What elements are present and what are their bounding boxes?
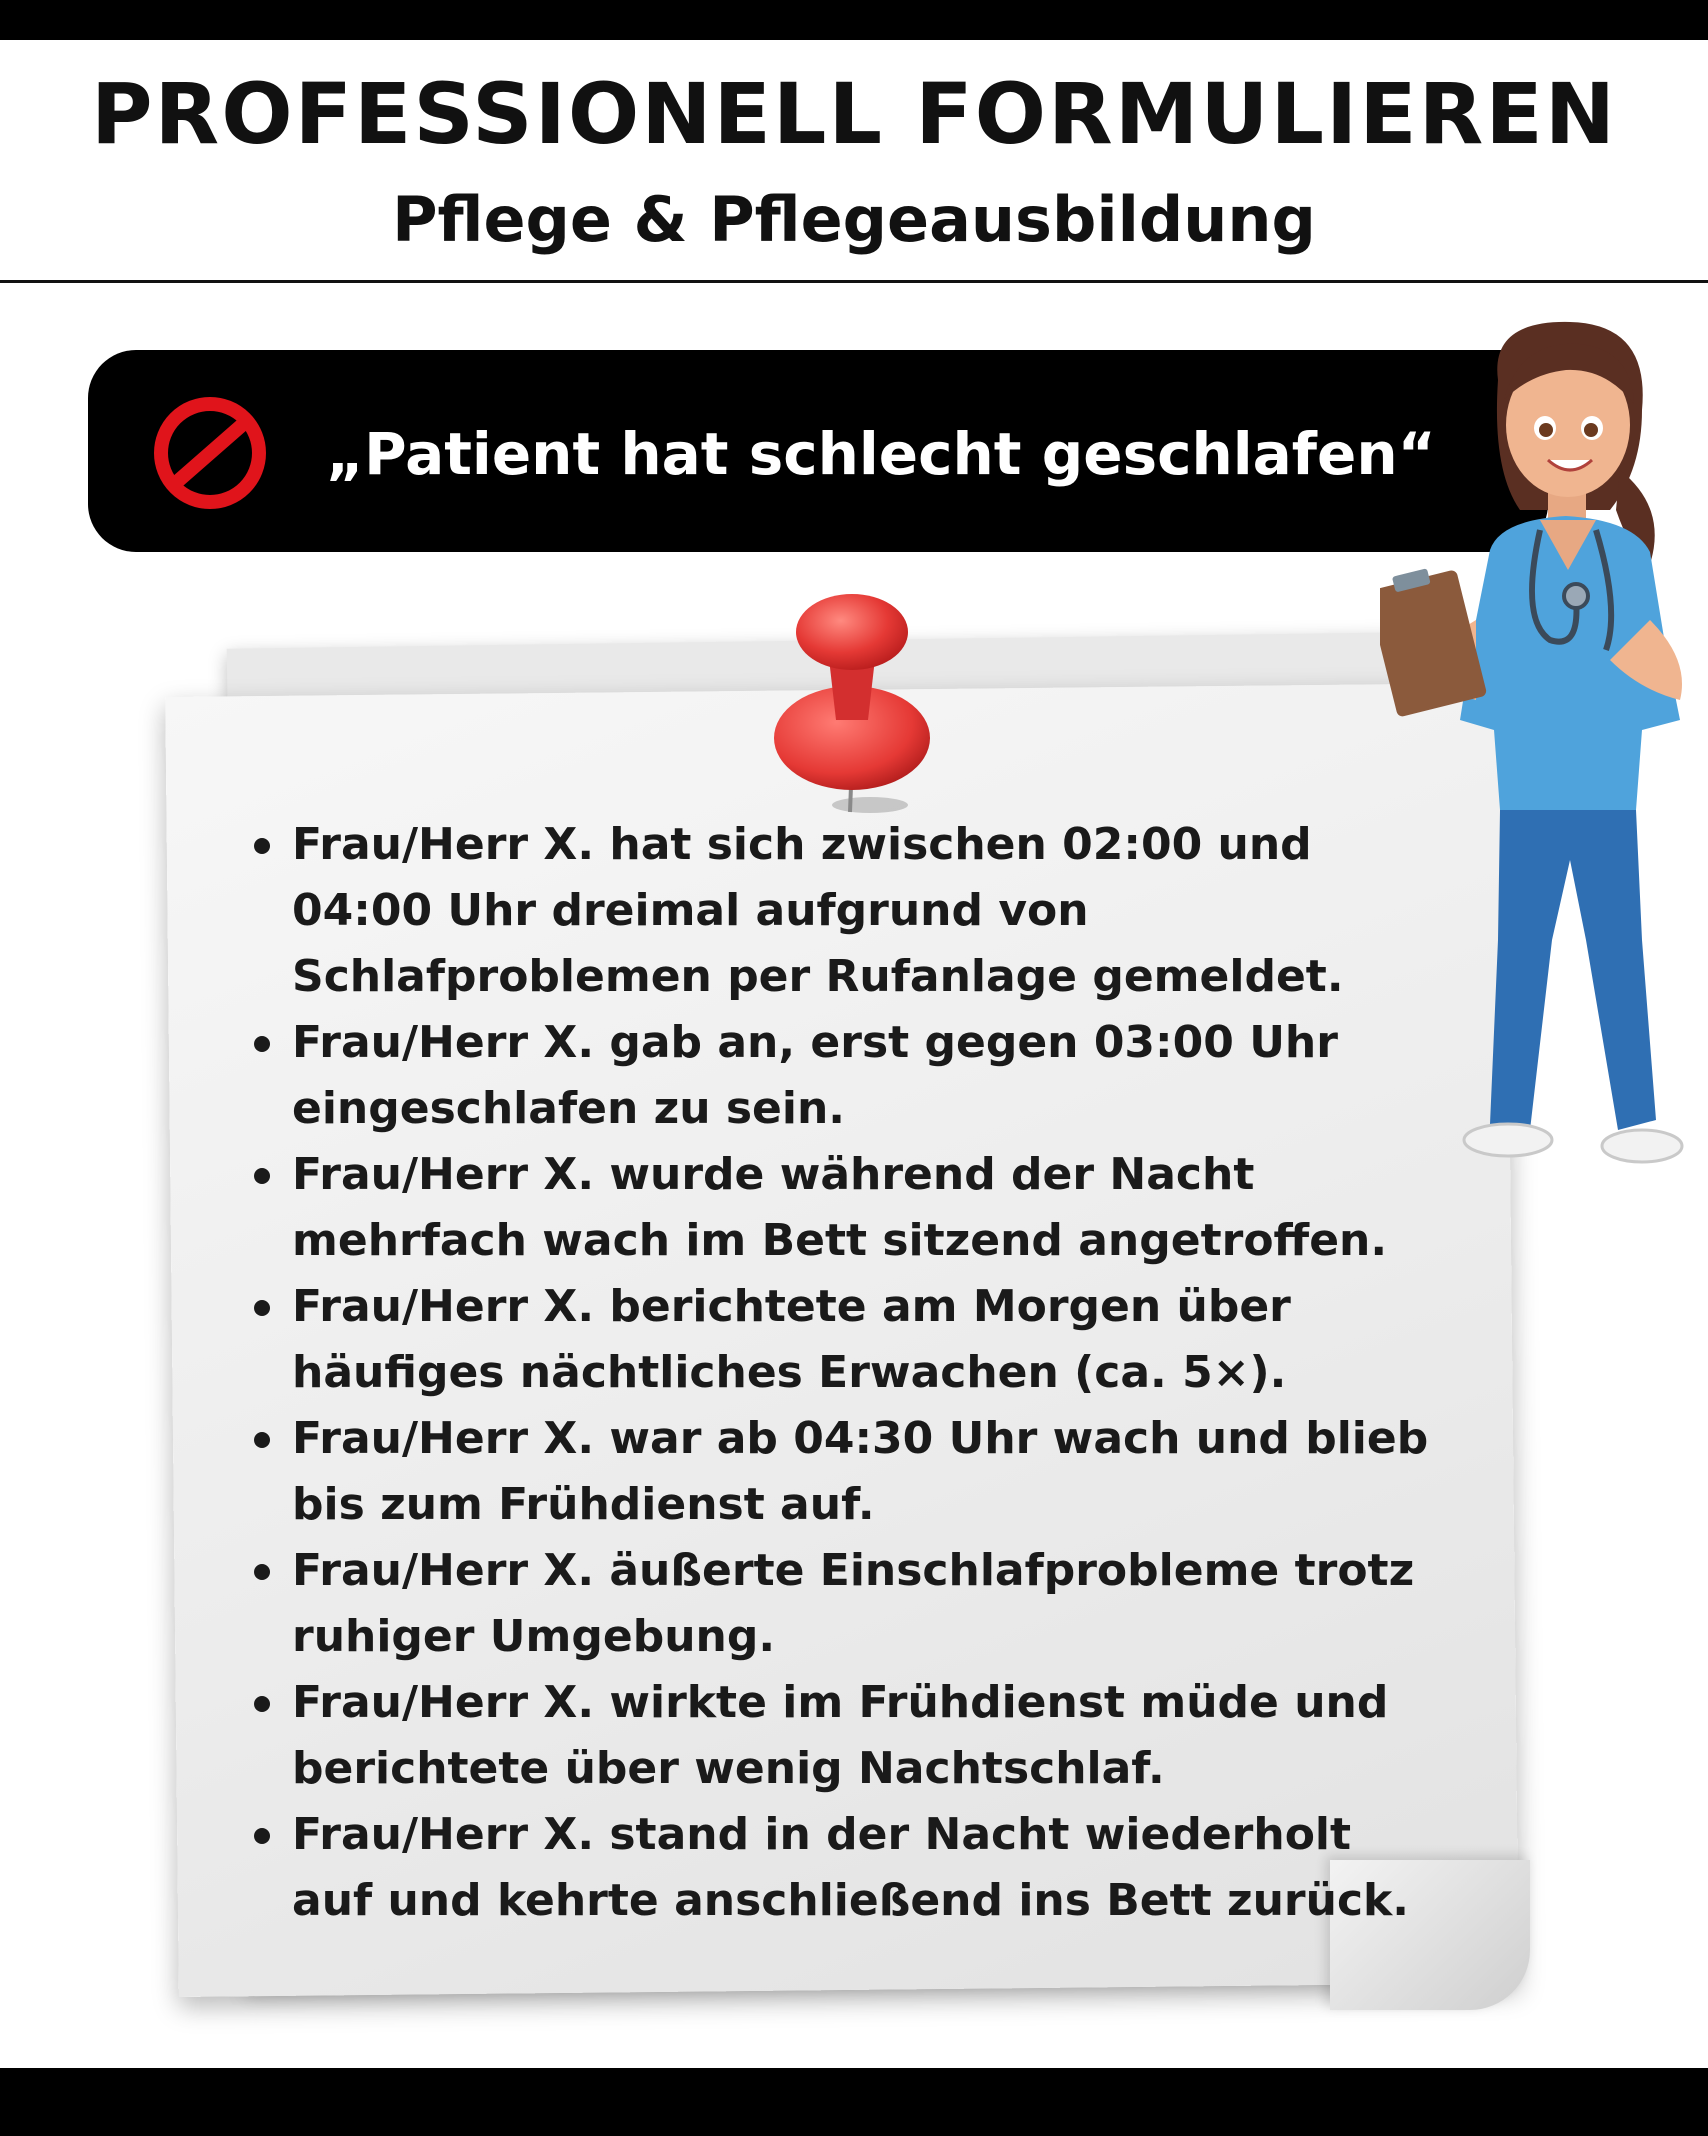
list-item-text: Frau/Herr X. berichtete am Morgen über häufiges nächtliches Erwachen (ca. 5×).: [292, 1281, 1291, 1398]
push-pin-icon: [770, 580, 950, 820]
bullet-icon: [254, 1036, 270, 1052]
list-item: [248, 812, 1438, 1010]
documentation-examples-list: [248, 812, 1438, 1934]
page-subtitle: Pflege & Pflegeausbildung: [392, 183, 1316, 256]
header-divider: [0, 280, 1708, 283]
list-item-text: Frau/Herr X. äußerte Einschlafprobleme trotz ruhiger Umgebung.: [292, 1545, 1415, 1662]
list-item-text: Frau/Herr X. wurde während der Nacht mehrfach wach im Bett sitzend angetroffen.: [292, 1149, 1388, 1266]
bottom-bar: [0, 2068, 1708, 2136]
list-item: [248, 1406, 1438, 1538]
bad-example-quote: „Patient hat schlecht geschlafen“: [326, 420, 1436, 488]
list-item: [248, 1538, 1438, 1670]
nurse-illustration: [1380, 320, 1708, 1200]
top-bar: [0, 0, 1708, 40]
list-item-text: Frau/Herr X. stand in der Nacht wiederholt auf und kehrte anschließend ins Bett zurück.: [292, 1809, 1410, 1926]
list-item-text: Frau/Herr X. war ab 04:30 Uhr wach und blieb bis zum Frühdienst auf.: [292, 1413, 1429, 1530]
list-item-text: Frau/Herr X. wirkte im Frühdienst müde und berichtete über wenig Nachtschlaf.: [292, 1677, 1389, 1794]
no-entry-icon: [150, 393, 270, 513]
list-item-text: Frau/Herr X. hat sich zwischen 02:00 und 04:00 Uhr dreimal aufgrund von Schlafproblemen per Rufanlage gemeldet.: [292, 819, 1344, 1002]
list-item-text: Frau/Herr X. gab an, erst gegen 03:00 Uhr eingeschlafen zu sein.: [292, 1017, 1338, 1134]
list-item: [248, 1670, 1438, 1802]
page-title: PROFESSIONELL FORMULIEREN: [90, 65, 1618, 163]
bullet-icon: [254, 1300, 270, 1316]
bullet-icon: [254, 1828, 270, 1844]
list-item: [248, 1802, 1438, 1934]
list-item: [248, 1274, 1438, 1406]
list-item: [248, 1010, 1438, 1142]
bullet-icon: [254, 1432, 270, 1448]
bullet-icon: [254, 1168, 270, 1184]
bullet-icon: [254, 1564, 270, 1580]
list-item: [248, 1142, 1438, 1274]
bullet-icon: [254, 1696, 270, 1712]
bullet-icon: [254, 838, 270, 854]
